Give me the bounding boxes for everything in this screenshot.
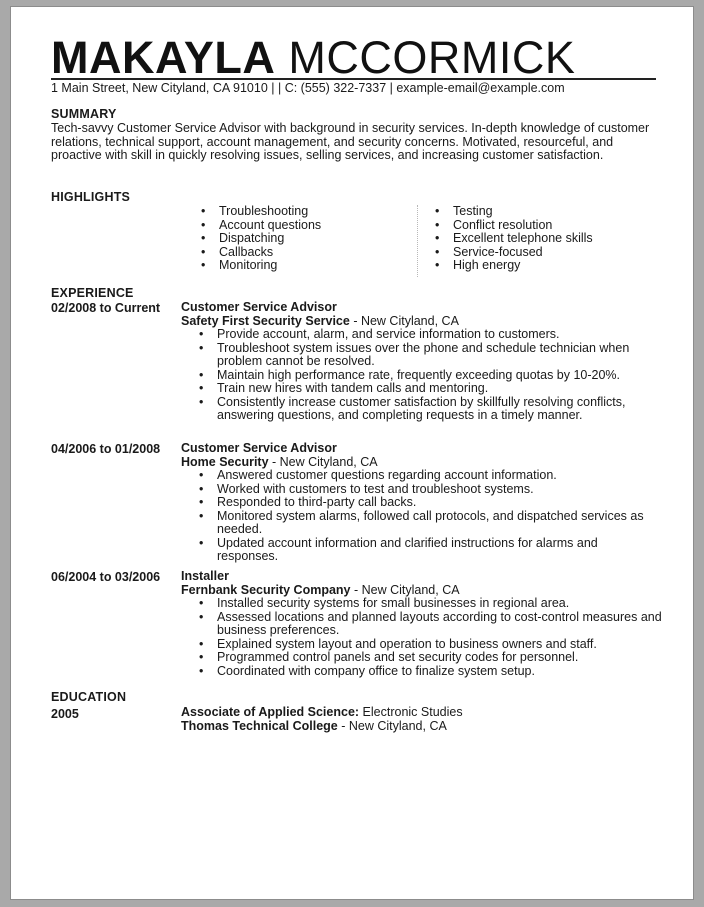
job-bullet: • Answered customer questions regarding account information. bbox=[199, 469, 662, 483]
education-entry bbox=[181, 706, 661, 733]
job-bullet: • Programmed control panels and set security codes for personnel. bbox=[199, 651, 662, 665]
job-title: Customer Service Advisor bbox=[181, 441, 337, 455]
job-entry bbox=[181, 301, 661, 423]
highlights-left-list bbox=[201, 205, 321, 273]
job-bullet: • Consistently increase customer satisfaction by skillfully resolving conflicts, answering questions, and completing requests in a timely manner. bbox=[199, 396, 662, 423]
job-bullet: • Provide account, alarm, and service information to customers. bbox=[199, 328, 662, 342]
job-company: Fernbank Security Company bbox=[181, 582, 351, 597]
job-bullet: • Worked with customers to test and troubleshoot systems. bbox=[199, 483, 662, 497]
job-company: Safety First Security Service bbox=[181, 313, 350, 328]
header-rule bbox=[51, 78, 656, 80]
job-bullet: • Coordinated with company office to finalize system setup. bbox=[199, 665, 662, 679]
job-bullet: • Train new hires with tandem calls and mentoring. bbox=[199, 382, 662, 396]
contact-line: 1 Main Street, New Cityland, CA 91010 | | C: (555) 322-7337 | example-email@example.com bbox=[51, 81, 565, 95]
job-location: - New Cityland, CA bbox=[349, 313, 459, 328]
summary-text: Tech-savvy Customer Service Advisor with background in security services. In-depth knowledge of customer relations, technical support, account management, and security concerns. Motivated, resourceful, and proactive with skill in quickly resolving issues, selling services, and increasing customer satisfaction. bbox=[51, 121, 650, 162]
job-bullet: • Responded to third-party call backs. bbox=[199, 496, 662, 510]
education-year: 2005 bbox=[51, 707, 79, 721]
highlight-item: • Testing bbox=[435, 205, 593, 219]
highlights-divider bbox=[417, 205, 418, 277]
highlight-item: • Conflict resolution bbox=[435, 219, 593, 233]
highlight-item: • Excellent telephone skills bbox=[435, 232, 593, 246]
highlight-item: • Monitoring bbox=[201, 259, 321, 273]
first-name: MAKAYLA bbox=[51, 32, 276, 83]
job-title: Customer Service Advisor bbox=[181, 300, 337, 314]
summary-heading: SUMMARY bbox=[51, 107, 117, 121]
highlight-item: • High energy bbox=[435, 259, 593, 273]
education-location: - New Cityland, CA bbox=[337, 718, 447, 733]
job-dates: 04/2006 to 01/2008 bbox=[51, 442, 161, 456]
highlight-item: • Callbacks bbox=[201, 246, 321, 260]
job-bullet: • Updated account information and clarified instructions for alarms and responses. bbox=[199, 537, 662, 564]
job-dates: 06/2004 to 03/2006 bbox=[51, 570, 161, 584]
job-bullet: • Assessed locations and planned layouts according to cost-control measures and business preferences. bbox=[199, 611, 662, 638]
highlight-item: • Account questions bbox=[201, 219, 321, 233]
education-field: Electronic Studies bbox=[359, 705, 463, 719]
job-entry bbox=[181, 442, 661, 564]
education-heading: EDUCATION bbox=[51, 690, 127, 704]
job-bullets bbox=[181, 469, 661, 564]
highlight-item: • Dispatching bbox=[201, 232, 321, 246]
education-school: Thomas Technical College bbox=[181, 718, 338, 733]
job-bullet: • Installed security systems for small businesses in regional area. bbox=[199, 597, 662, 611]
job-bullet: • Troubleshoot system issues over the phone and schedule technician when problem cannot be resolved. bbox=[199, 342, 662, 369]
highlights-right-list bbox=[435, 205, 593, 273]
experience-heading: EXPERIENCE bbox=[51, 286, 134, 300]
job-dates: 02/2008 to Current bbox=[51, 301, 161, 315]
last-name: MCCORMICK bbox=[288, 32, 576, 83]
education-degree: Associate of Applied Science: bbox=[181, 705, 360, 719]
highlights-heading: HIGHLIGHTS bbox=[51, 190, 131, 204]
job-location: - New Cityland, CA bbox=[268, 454, 378, 469]
resume-page bbox=[10, 6, 694, 900]
job-company: Home Security bbox=[181, 454, 269, 469]
job-bullet: • Maintain high performance rate, frequently exceeding quotas by 10-20%. bbox=[199, 369, 662, 383]
candidate-name bbox=[51, 32, 575, 84]
job-bullets bbox=[181, 597, 661, 678]
job-entry bbox=[181, 570, 661, 678]
job-title: Installer bbox=[181, 569, 229, 583]
highlight-item: • Service-focused bbox=[435, 246, 593, 260]
job-location: - New Cityland, CA bbox=[350, 582, 460, 597]
job-bullet: • Monitored system alarms, followed call protocols, and dispatched services as needed. bbox=[199, 510, 662, 537]
highlight-item: • Troubleshooting bbox=[201, 205, 321, 219]
job-bullet: • Explained system layout and operation to business owners and staff. bbox=[199, 638, 662, 652]
job-bullets bbox=[181, 328, 661, 423]
